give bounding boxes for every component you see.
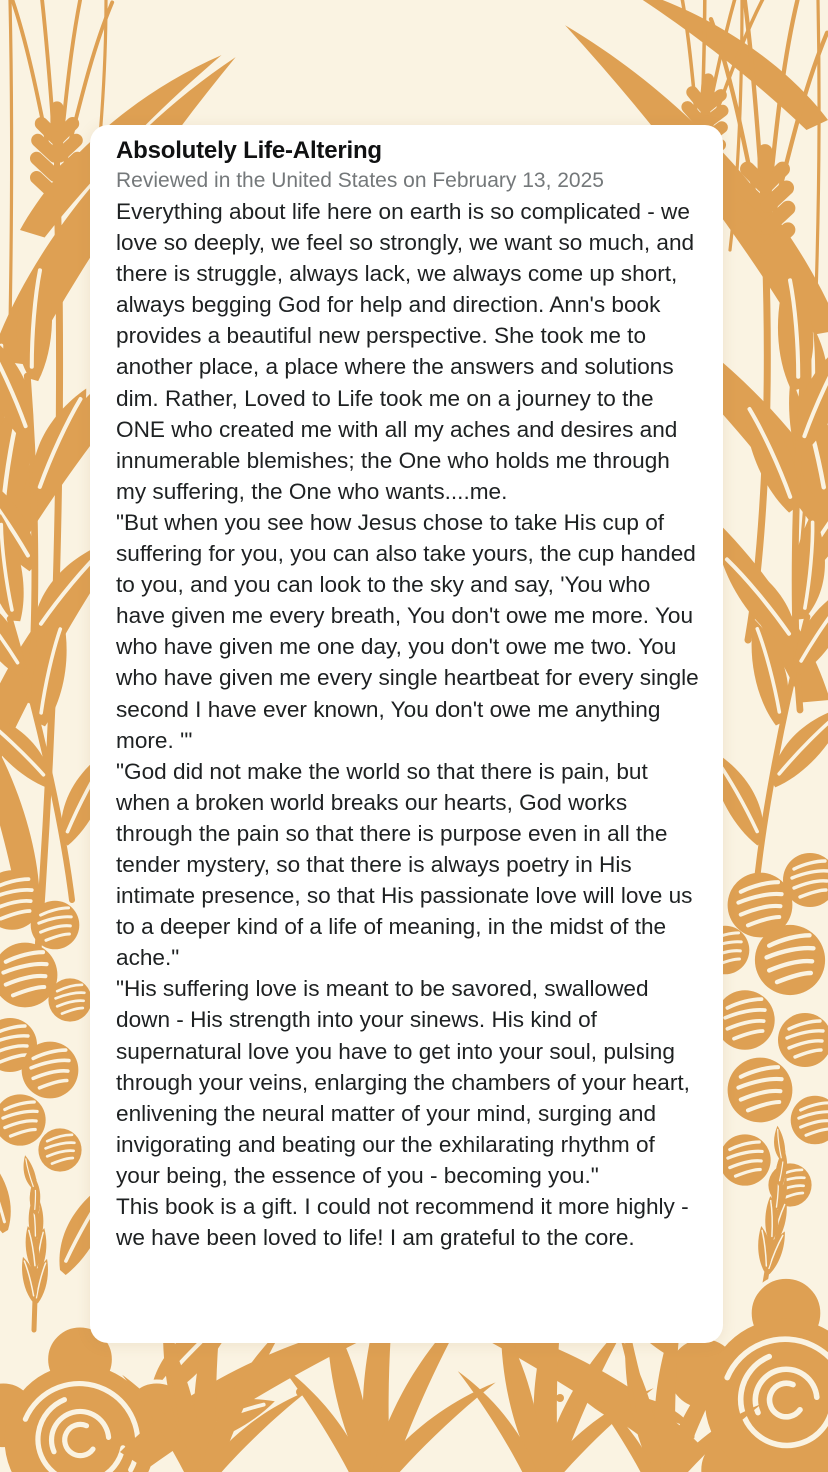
review-paragraph: This book is a gift. I could not recommend it more highly - we have been loved to life! I am grateful to the core. bbox=[116, 1194, 689, 1251]
review-paragraph: "God did not make the world so that there is pain, but when a broken world breaks our hearts, God works through the pain so that there is purpose even in all the tender mystery, so that there is always poetry in His intimate presence, so that His passionate love will love us to a deeper kind of a life of meaning, in the midst of the ache." bbox=[116, 758, 693, 971]
review-paragraph: "His suffering love is meant to be savored, swallowed down - His strength into your sinews. His kind of supernatural love you have to get into your soul, pulsing through your veins, enlarging the chambers of your heart, enlivening the neural matter of your mind, surging and invigorating and beating our the exhilarating rhythm of your being, the essence of you - becoming you." bbox=[116, 976, 690, 1188]
review-card bbox=[90, 125, 723, 1343]
review-date: Reviewed in the United States on February 13, 2025 bbox=[116, 169, 604, 192]
berry-cluster-left-illustration bbox=[0, 870, 92, 1171]
review-paragraph: Everything about life here on earth is so complicated - we love so deeply, we feel so strongly, we want so much, and there is struggle, always lack, we always come up short, always begging God for help and direction. Ann's book provides a beautiful new perspective. She took me to another place, a place where the answers and solutions dim. Rather, Loved to Life took me on a journey to the ONE who created me with all my aches and desires and innumerable blemishes; the One who holds me through my suffering, the One who wants....me. bbox=[116, 199, 695, 504]
review-title: Absolutely Life-Altering bbox=[116, 137, 382, 164]
review-paragraph: "But when you see how Jesus chose to take His cup of suffering for you, you can also take yours, the cup handed to you, and you can look to the sky and say, 'You who have given me every breath, You don't owe me more. You who have given me one day, you don't owe me two. You who have given me every single heartbeat for every single second I have ever known, You don't owe me anything more. '" bbox=[116, 509, 699, 753]
review-body bbox=[116, 196, 700, 1253]
